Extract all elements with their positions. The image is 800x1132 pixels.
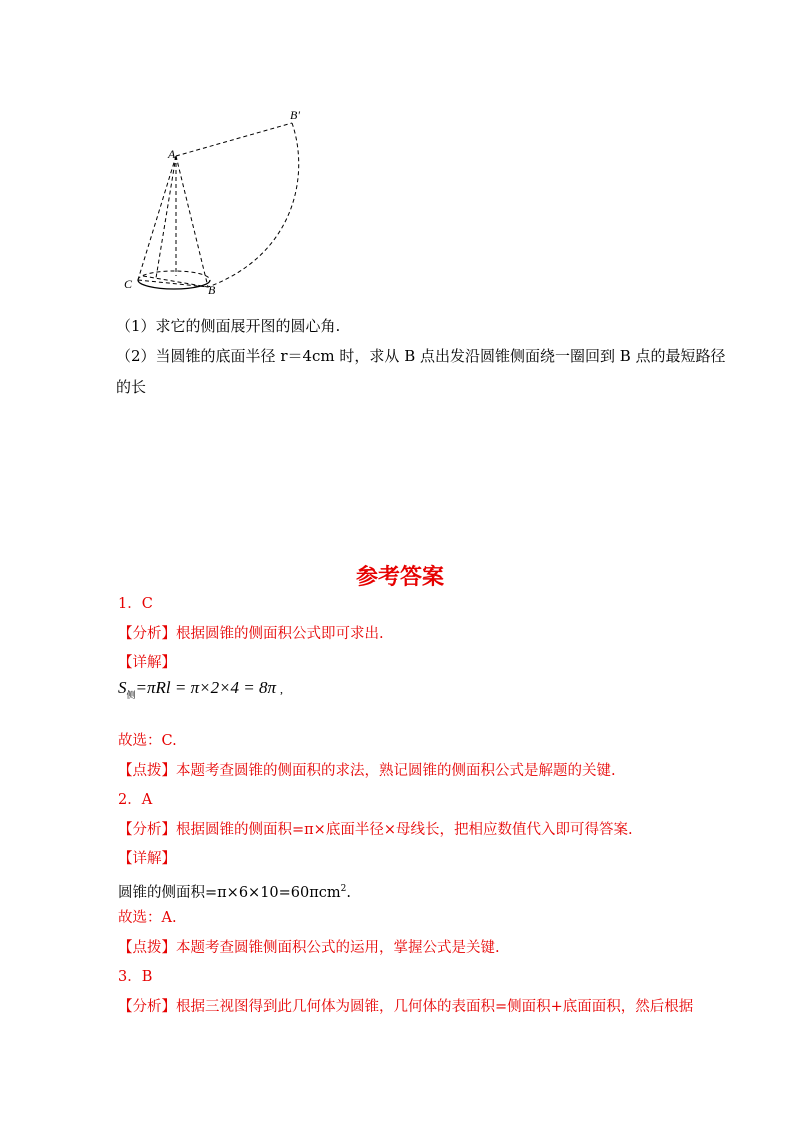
formula-subscript: 侧 — [126, 690, 136, 700]
sector-edge-ab-prime — [176, 123, 292, 156]
answer-1-choice: 故选：C. — [118, 733, 177, 749]
cone-edge-ab — [176, 156, 208, 287]
problem-part-2: （2）当圆锥的底面半径 r＝4cm 时，求从 B 点出发沿圆锥侧面绕一圈回到 B 点的最短路径 — [116, 347, 726, 365]
cone-unfolding-figure — [110, 100, 320, 300]
base-back-arc — [138, 271, 210, 280]
answer-2-number: 2．A — [118, 792, 153, 808]
label-b: B — [208, 283, 216, 297]
answer-1-analysis: 【分析】根据圆锥的侧面积公式即可求出. — [118, 626, 384, 642]
answer-2-choice: 故选：A. — [118, 910, 177, 926]
problem-part-2-continued: 的长 — [116, 378, 147, 396]
answer-2-detail-sup: 2 — [340, 884, 347, 894]
sector-arc — [208, 123, 299, 287]
cone-edge-ac — [137, 156, 176, 283]
answer-2-detail-label: 【详解】 — [118, 851, 176, 867]
answer-3-number: 3．B — [118, 969, 153, 985]
answer-3-analysis: 【分析】根据三视图得到此几何体为圆锥，几何体的表面积=侧面积+底面面积，然后根据 — [118, 999, 694, 1015]
formula-expression: =πRl = π×2×4 = 8π — [135, 678, 277, 697]
answer-1-detail-label: 【详解】 — [118, 655, 176, 671]
formula-symbol-s: S — [118, 678, 127, 697]
answer-2-tip: 【点拨】本题考查圆锥侧面积公式的运用，掌握公式是关键. — [118, 940, 500, 956]
label-a: A — [168, 147, 176, 161]
answer-1-formula — [118, 678, 283, 701]
answer-2-detail-end: . — [346, 884, 351, 901]
label-c: C — [124, 277, 133, 291]
formula-tail: , — [280, 682, 284, 696]
answer-2-detail — [118, 879, 351, 903]
answers-title: 参考答案 — [355, 565, 444, 590]
problem-part-1: （1）求它的侧面展开图的圆心角. — [116, 317, 341, 335]
answer-1-tip: 【点拨】本题考查圆锥的侧面积的求法，熟记圆锥的侧面积公式是解题的关键. — [118, 763, 616, 779]
label-b-prime: B' — [290, 108, 300, 122]
answer-1-number: 1．C — [118, 596, 153, 612]
answer-2-detail-text: 圆锥的侧面积=π×6×10=60πcm — [118, 884, 341, 901]
answer-2-analysis: 【分析】根据圆锥的侧面积=π×底面半径×母线长，把相应数值代入即可得答案. — [118, 822, 633, 838]
cone-inner-edge — [156, 156, 176, 278]
